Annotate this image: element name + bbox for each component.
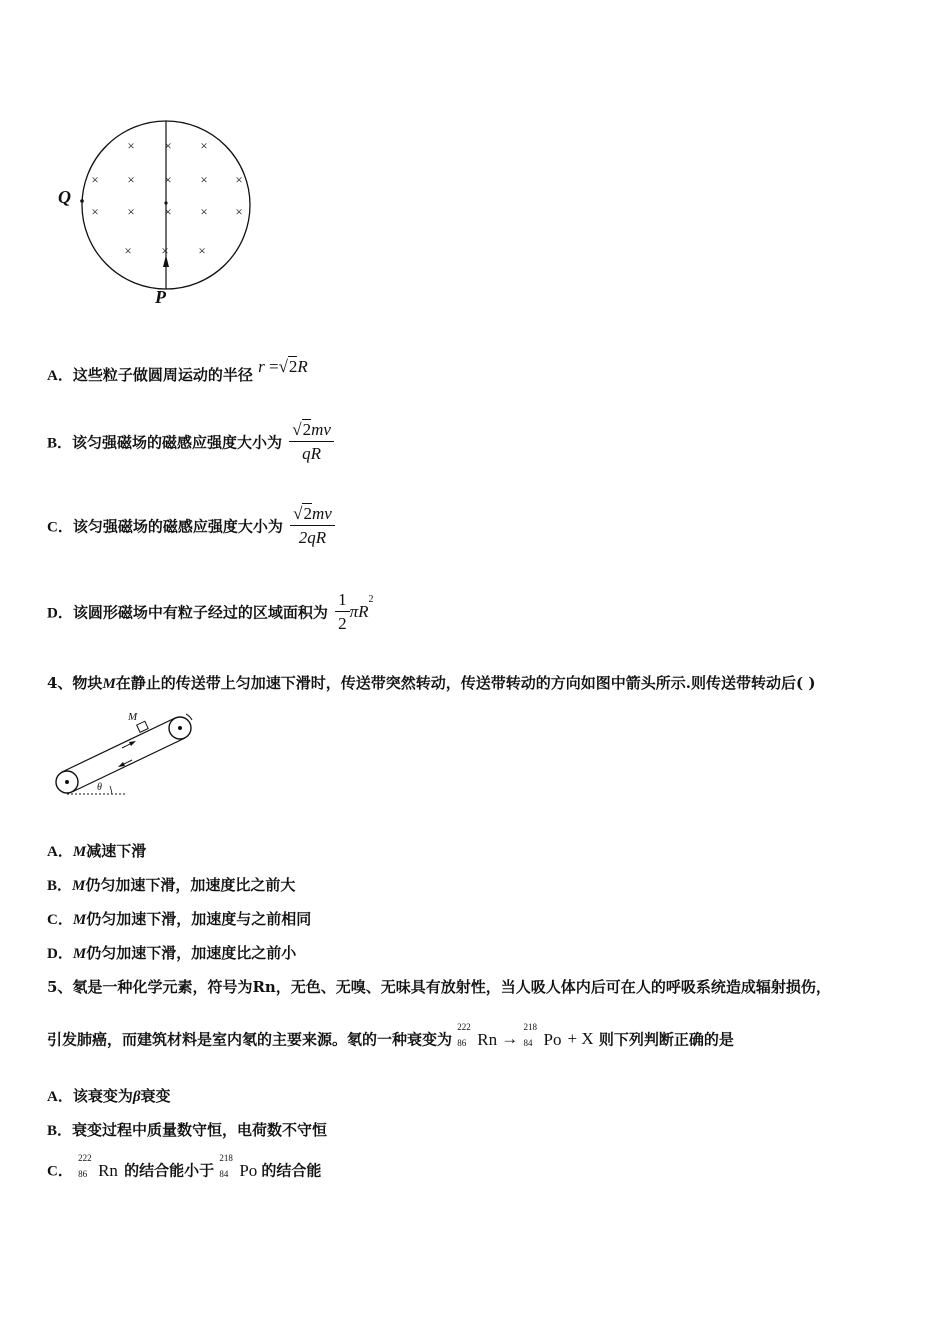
option-var: M — [72, 878, 86, 894]
cross-mark: × — [200, 138, 208, 153]
nuclide-po — [523, 1024, 567, 1054]
option-var: M — [72, 912, 87, 928]
q4-stem — [47, 672, 815, 693]
option-d — [47, 590, 374, 634]
option-text: 该衰变为 — [72, 1087, 133, 1105]
q4-rest: 在静止的传送带上匀加速下滑时，传送带突然转动，传送带转动的方向如图中箭头所示.则传送带转动后( ) — [115, 674, 816, 692]
q5-option-c — [47, 1155, 321, 1185]
cross-mark: × — [127, 204, 135, 219]
exponent: 2 — [368, 594, 374, 605]
rn-symbol: Rn — [98, 1161, 118, 1180]
label-m: M — [128, 711, 138, 723]
option-letter: B． — [47, 435, 73, 452]
fraction: $\frac{√2mv}{qR}$ — [289, 420, 334, 464]
option-letter: A． — [47, 368, 73, 384]
label-theta: θ — [97, 782, 102, 793]
q5-stem-line2 — [47, 1024, 734, 1054]
formula-r: r — [258, 357, 265, 376]
po-symbol: Po — [239, 1161, 258, 1180]
po-atomic-number: 84 — [523, 1038, 533, 1048]
po-mass-number: 218 — [523, 1022, 537, 1032]
option-letter: C． — [47, 1163, 73, 1180]
cross-mark: × — [91, 172, 99, 187]
q5-stem-text: 5、氡是一种化学元素，符号为Rn，无色、无嗅、无味具有放射性，当人吸人体内后可在人的呼吸系统造成辐射损伤， — [47, 978, 831, 996]
num-rest: mv — [311, 504, 332, 523]
nuclide-rn — [78, 1155, 124, 1185]
q5-stem-line1 — [47, 976, 831, 997]
option-letter: A． — [47, 1089, 73, 1105]
option-var: M — [72, 844, 87, 860]
rn-mass-number: 222 — [78, 1153, 92, 1163]
po-mass-number: 218 — [219, 1153, 233, 1163]
fraction: $\frac{√2mv}{2qR}$ — [290, 504, 335, 548]
option-text: 这些粒子做圆周运动的半径 — [72, 366, 253, 384]
option-letter: C． — [47, 519, 73, 536]
num-sqrt: 2 — [302, 420, 312, 439]
num-rest: mv — [311, 420, 331, 439]
option-text: 衰变过程中质量数守恒，电荷数不守恒 — [72, 1121, 328, 1139]
q5-stem-prefix: 引发肺癌，而建筑材料是室内氡的主要来源。氡的一种衰变为 — [47, 1030, 453, 1049]
cross-mark: × — [164, 172, 172, 187]
formula-eq: = — [264, 357, 279, 376]
q5-option-a — [47, 1085, 171, 1106]
option-text: 该圆形磁场中有粒子经过的区域面积为 — [72, 603, 328, 622]
rn-atomic-number: 86 — [78, 1169, 88, 1179]
q5-stem-suffix: 则下列判断正确的是 — [598, 1030, 734, 1049]
q4-option-c — [47, 908, 311, 929]
option-text: 该匀强磁场的磁感应强度大小为 — [72, 517, 283, 536]
belt-bottom — [72, 738, 185, 792]
cross-mark: × — [164, 204, 172, 219]
nuclide-po — [219, 1155, 261, 1185]
cross-mark: × — [127, 138, 135, 153]
rn-atomic-number: 86 — [457, 1038, 467, 1048]
numerator: 1 — [335, 590, 350, 612]
po-atomic-number: 84 — [219, 1169, 229, 1179]
option-text: 仍匀加速下滑，加速度比之前小 — [86, 944, 297, 962]
cross-mark: × — [235, 204, 243, 219]
fraction — [335, 590, 350, 634]
denominator: 2 — [338, 614, 347, 633]
formula-sqrt: 2 — [288, 357, 298, 376]
q4-option-a — [47, 840, 146, 861]
num-sqrt: 2 — [303, 504, 312, 523]
option-b — [47, 420, 334, 464]
q5-option-b — [47, 1119, 327, 1140]
cross-mark: × — [124, 243, 132, 258]
plus-x: + X — [567, 1029, 594, 1048]
option-letter: D． — [47, 605, 73, 622]
option-text: 减速下滑 — [86, 842, 147, 860]
option-text: 仍匀加速下滑，加速度与之前相同 — [86, 910, 312, 928]
q4-prefix: 4、物块 — [47, 674, 103, 692]
option-letter: B． — [47, 878, 73, 894]
block-m — [137, 721, 149, 732]
cross-mark: × — [198, 243, 206, 258]
option-text: 的结合能小于 — [124, 1161, 215, 1180]
cross-mark: × — [164, 138, 172, 153]
option-text-end: 的结合能 — [261, 1161, 322, 1180]
cross-mark: × — [200, 172, 208, 187]
belt-top — [62, 718, 175, 772]
formula-r-cap: R — [297, 357, 308, 376]
option-text: 仍匀加速下滑，加速度比之前大 — [85, 876, 296, 894]
beta-symbol: β — [132, 1089, 141, 1105]
magnetic-field-circle-figure — [55, 115, 265, 310]
denominator: 2qR — [298, 528, 327, 547]
rn-symbol: Rn — [477, 1030, 498, 1049]
q4-option-b — [47, 874, 295, 895]
cross-mark: × — [235, 172, 243, 187]
conveyor-belt-figure — [50, 708, 210, 800]
rn-mass-number: 222 — [457, 1022, 471, 1032]
q4-var: M — [102, 676, 116, 692]
option-letter: D． — [47, 946, 73, 962]
pi-r: πR — [349, 602, 369, 621]
cross-mark: × — [161, 243, 169, 258]
option-var: M — [72, 946, 87, 962]
option-letter: B． — [47, 1123, 73, 1139]
cross-mark: × — [200, 204, 208, 219]
option-letter: C． — [47, 912, 73, 928]
option-text-2: 衰变 — [140, 1087, 171, 1105]
option-letter: A． — [47, 844, 73, 860]
cross-mark: × — [127, 172, 135, 187]
q-point — [80, 199, 84, 203]
option-c — [47, 504, 335, 548]
cross-mark: × — [91, 204, 99, 219]
nuclide-rn — [457, 1024, 501, 1054]
option-text: 该匀强磁场的磁感应强度大小为 — [72, 433, 283, 452]
label-q: Q — [58, 187, 71, 207]
option-a: A．这些粒子做圆周运动的半径 r =√2R — [47, 357, 308, 384]
decay-arrow: → — [501, 1029, 519, 1048]
denominator: qR — [302, 444, 322, 463]
q4-option-d — [47, 942, 296, 963]
label-p: P — [155, 287, 166, 307]
po-symbol: Po — [543, 1030, 562, 1049]
